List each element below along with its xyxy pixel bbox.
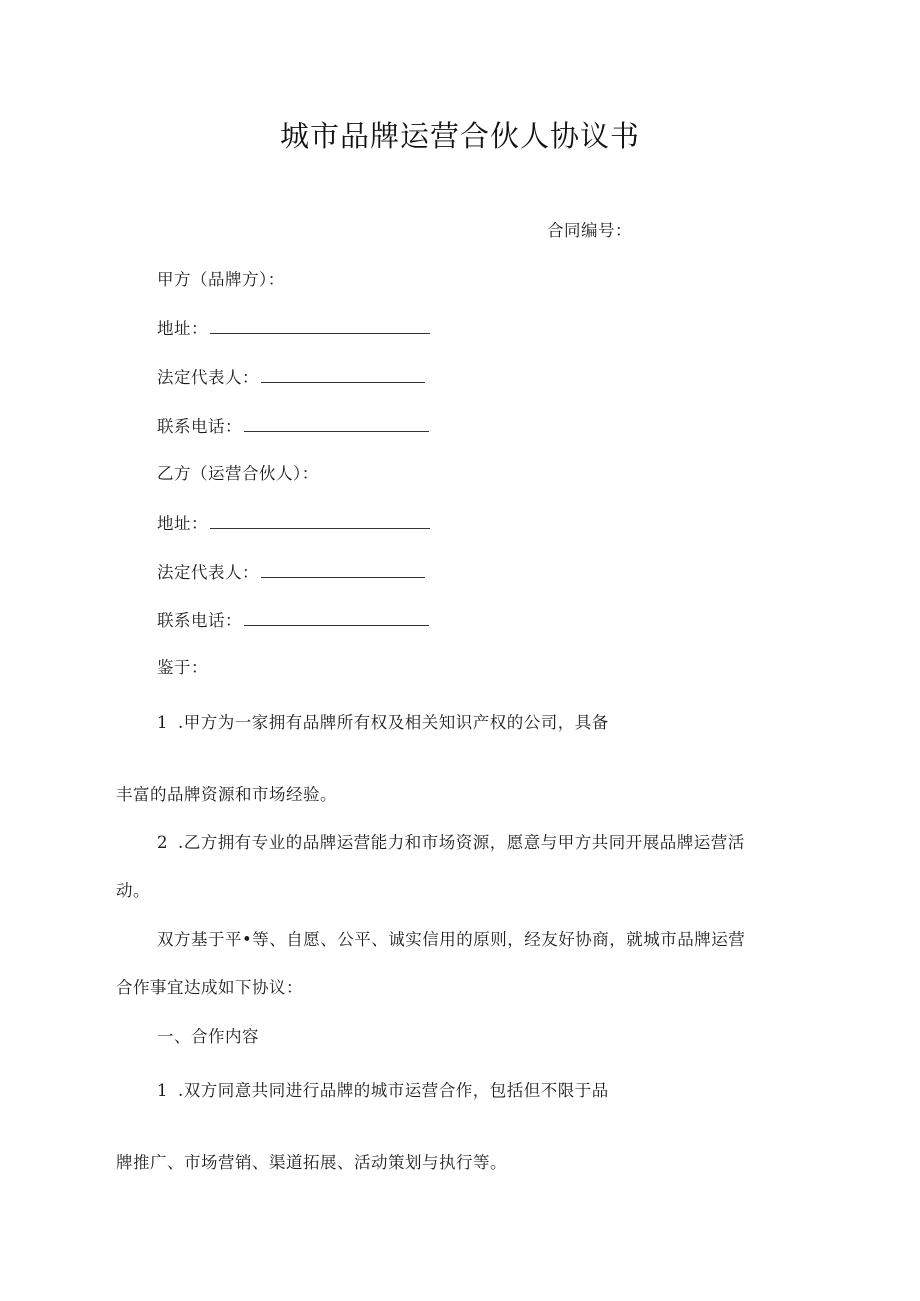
agreement-intro-line-1: 双方基于平•等、自愿、公平、诚实信用的原则，经友好协商，就城市品牌运营 — [157, 930, 746, 949]
party-b-phone-field[interactable] — [244, 608, 429, 626]
party-b-address-row — [157, 511, 430, 535]
section-1-item-1-number: 1 — [157, 1081, 168, 1100]
recital-1-line-1 — [157, 711, 609, 735]
party-b-address-label: 地址： — [157, 514, 208, 533]
recital-2-text: .乙方拥有专业的品牌运营能力和市场资源，愿意与甲方共同开展品牌运营活 — [178, 833, 745, 852]
party-b-legal-rep-label: 法定代表人： — [157, 563, 259, 582]
party-a-phone-field[interactable] — [244, 414, 429, 432]
document-title: 城市品牌运营合伙人协议书 — [279, 119, 640, 153]
party-b-heading: 乙方（运营合伙人）： — [157, 464, 319, 483]
whereas-label: 鉴于： — [157, 658, 208, 677]
party-b-address-field[interactable] — [210, 511, 430, 529]
party-a-legal-rep-row — [157, 365, 425, 389]
party-b-legal-rep-field[interactable] — [261, 560, 425, 578]
party-b-phone-row — [157, 608, 429, 632]
party-b-phone-label: 联系电话： — [157, 611, 242, 630]
section-1-item-1-line-1 — [157, 1079, 609, 1103]
party-a-address-row — [157, 316, 430, 340]
section-1-item-1-line-2: 牌推广、市场营销、渠道拓展、活动策划与执行等。 — [116, 1153, 507, 1172]
party-a-address-field[interactable] — [210, 316, 430, 334]
recital-1-line-2: 丰富的品牌资源和市场经验。 — [116, 785, 337, 804]
party-a-legal-rep-field[interactable] — [261, 365, 425, 383]
section-1-item-1-text: .双方同意共同进行品牌的城市运营合作，包括但不限于品 — [178, 1081, 609, 1100]
recital-2-line-1 — [157, 831, 745, 855]
recital-2-number: 2 — [157, 833, 168, 852]
party-a-heading: 甲方（品牌方）： — [157, 270, 285, 289]
party-b-legal-rep-row — [157, 560, 425, 584]
agreement-intro-line-2: 合作事宜达成如下协议： — [116, 978, 303, 997]
recital-1-text: .甲方为一家拥有品牌所有权及相关知识产权的公司，具备 — [178, 713, 609, 732]
recital-2-line-2: 动。 — [116, 881, 150, 900]
section-1-heading: 一、合作内容 — [157, 1027, 259, 1046]
recital-1-number: 1 — [157, 713, 168, 732]
party-a-phone-label: 联系电话： — [157, 417, 242, 436]
contract-number-label: 合同编号： — [547, 221, 632, 240]
party-a-legal-rep-label: 法定代表人： — [157, 368, 259, 387]
party-a-phone-row — [157, 414, 429, 438]
party-a-address-label: 地址： — [157, 319, 208, 338]
